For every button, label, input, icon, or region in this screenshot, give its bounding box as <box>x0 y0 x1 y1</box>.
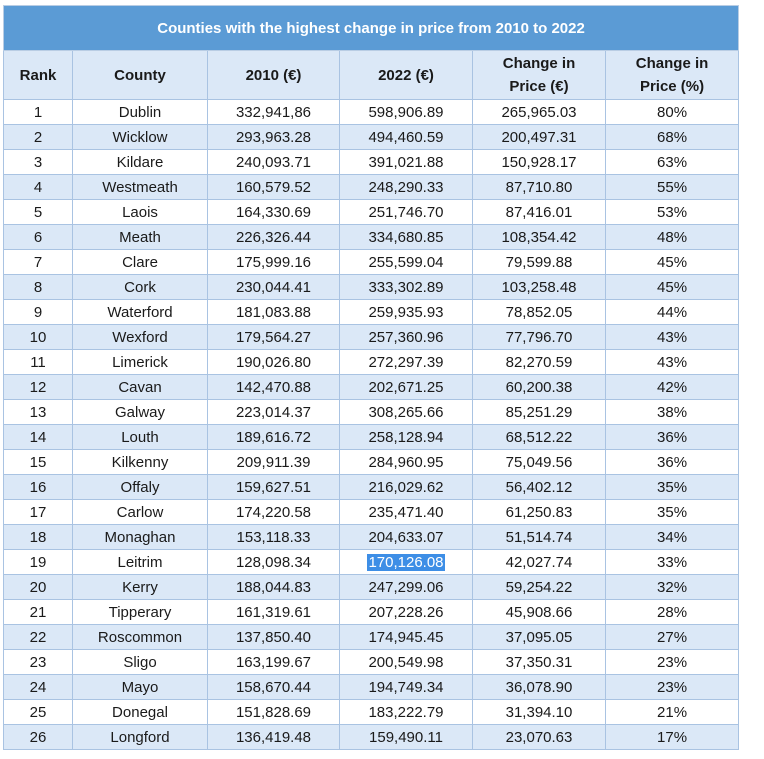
rank-cell[interactable]: 10 <box>4 325 73 350</box>
table-row <box>4 450 739 475</box>
change-eur-cell[interactable]: 77,796.70 <box>473 325 606 350</box>
price-2010-cell[interactable]: 174,220.58 <box>208 500 340 525</box>
price-2022-cell[interactable]: 308,265.66 <box>340 400 473 425</box>
county-header: County <box>73 51 208 100</box>
county-cell[interactable]: Tipperary <box>73 600 208 625</box>
price-2022-cell[interactable]: 194,749.34 <box>340 675 473 700</box>
rank-cell[interactable]: 20 <box>4 575 73 600</box>
table-row <box>4 200 739 225</box>
change-eur-cell[interactable]: 87,710.80 <box>473 175 606 200</box>
change-eur-cell[interactable]: 85,251.29 <box>473 400 606 425</box>
price-2022-cell[interactable]: 257,360.96 <box>340 325 473 350</box>
change-pct-cell[interactable]: 27% <box>606 625 739 650</box>
table-row <box>4 650 739 675</box>
price-2010-cell[interactable]: 188,044.83 <box>208 575 340 600</box>
price-2022-cell[interactable]: 248,290.33 <box>340 175 473 200</box>
county-cell[interactable]: Donegal <box>73 700 208 725</box>
table-row <box>4 700 739 725</box>
price-2022-cell[interactable]: 391,021.88 <box>340 150 473 175</box>
price-2010-cell[interactable]: 136,419.48 <box>208 725 340 750</box>
price-2010-cell[interactable]: 332,941,86 <box>208 100 340 125</box>
price-2010-cell[interactable]: 209,911.39 <box>208 450 340 475</box>
price-2022-cell[interactable]: 259,935.93 <box>340 300 473 325</box>
change-pct-cell[interactable]: 35% <box>606 475 739 500</box>
price-2010-cell[interactable]: 142,470.88 <box>208 375 340 400</box>
change-eur-cell[interactable]: 78,852.05 <box>473 300 606 325</box>
change-pct-cell[interactable]: 45% <box>606 275 739 300</box>
county-cell[interactable]: Westmeath <box>73 175 208 200</box>
county-cell[interactable]: Louth <box>73 425 208 450</box>
change-pct-cell[interactable]: 68% <box>606 125 739 150</box>
change-pct-cell[interactable]: 42% <box>606 375 739 400</box>
price-2010-cell[interactable]: 159,627.51 <box>208 475 340 500</box>
selected-text[interactable]: 170,126.08 <box>368 553 444 571</box>
rank-cell[interactable]: 4 <box>4 175 73 200</box>
table-row <box>4 600 739 625</box>
rank-cell[interactable]: 6 <box>4 225 73 250</box>
county-cell[interactable]: Cavan <box>73 375 208 400</box>
table-row <box>4 225 739 250</box>
rank-cell[interactable]: 25 <box>4 700 73 725</box>
rank-cell[interactable]: 5 <box>4 200 73 225</box>
rank-cell[interactable]: 26 <box>4 725 73 750</box>
change-pct-header <box>606 51 739 100</box>
change-eur-cell[interactable]: 51,514.74 <box>473 525 606 550</box>
rank-cell[interactable]: 11 <box>4 350 73 375</box>
price-2022-cell[interactable]: 333,302.89 <box>340 275 473 300</box>
header-line: Price (€) <box>509 78 569 95</box>
change-eur-cell[interactable]: 265,965.03 <box>473 100 606 125</box>
header-row <box>4 51 739 100</box>
price-2022-cell[interactable] <box>340 550 473 575</box>
change-eur-cell[interactable]: 59,254.22 <box>473 575 606 600</box>
table-row <box>4 375 739 400</box>
price-2022-cell[interactable]: 207,228.26 <box>340 600 473 625</box>
county-cell[interactable]: Waterford <box>73 300 208 325</box>
table-row <box>4 625 739 650</box>
county-cell[interactable]: Meath <box>73 225 208 250</box>
table-row <box>4 525 739 550</box>
rank-cell[interactable]: 7 <box>4 250 73 275</box>
price-2022-cell[interactable]: 247,299.06 <box>340 575 473 600</box>
table-row <box>4 350 739 375</box>
rank-cell[interactable]: 14 <box>4 425 73 450</box>
price-2010-cell[interactable]: 190,026.80 <box>208 350 340 375</box>
rank-cell[interactable]: 9 <box>4 300 73 325</box>
change-pct-cell[interactable]: 32% <box>606 575 739 600</box>
county-cell[interactable]: Clare <box>73 250 208 275</box>
county-price-table <box>3 5 739 750</box>
change-eur-cell[interactable]: 42,027.74 <box>473 550 606 575</box>
rank-cell[interactable]: 16 <box>4 475 73 500</box>
price-2022-cell[interactable]: 202,671.25 <box>340 375 473 400</box>
change-pct-cell[interactable]: 80% <box>606 100 739 125</box>
change-pct-cell[interactable]: 55% <box>606 175 739 200</box>
county-cell[interactable]: Laois <box>73 200 208 225</box>
county-cell[interactable]: Offaly <box>73 475 208 500</box>
table-row <box>4 725 739 750</box>
county-cell[interactable]: Kerry <box>73 575 208 600</box>
rank-header: Rank <box>4 51 73 100</box>
change-pct-cell[interactable]: 53% <box>606 200 739 225</box>
change-eur-cell[interactable]: 23,070.63 <box>473 725 606 750</box>
table-title: Counties with the highest change in price from 2010 to 2022 <box>4 6 739 51</box>
county-cell[interactable]: Longford <box>73 725 208 750</box>
change-pct-cell[interactable]: 35% <box>606 500 739 525</box>
price-2010-cell[interactable]: 137,850.40 <box>208 625 340 650</box>
title-row <box>4 6 739 51</box>
table-body <box>4 100 739 750</box>
table-container <box>3 5 738 750</box>
price-2022-cell[interactable]: 183,222.79 <box>340 700 473 725</box>
change-pct-cell[interactable]: 44% <box>606 300 739 325</box>
rank-cell[interactable]: 18 <box>4 525 73 550</box>
rank-cell[interactable]: 8 <box>4 275 73 300</box>
change-eur-cell[interactable]: 108,354.42 <box>473 225 606 250</box>
table-row <box>4 275 739 300</box>
rank-cell[interactable]: 22 <box>4 625 73 650</box>
county-cell[interactable]: Leitrim <box>73 550 208 575</box>
price-2022-cell[interactable]: 204,633.07 <box>340 525 473 550</box>
price-2022-header: 2022 (€) <box>340 51 473 100</box>
change-pct-cell[interactable]: 23% <box>606 650 739 675</box>
price-2010-cell[interactable]: 128,098.34 <box>208 550 340 575</box>
price-2022-cell[interactable]: 255,599.04 <box>340 250 473 275</box>
price-2022-cell[interactable]: 251,746.70 <box>340 200 473 225</box>
price-2010-cell[interactable]: 240,093.71 <box>208 150 340 175</box>
change-pct-cell[interactable]: 36% <box>606 425 739 450</box>
table-row <box>4 500 739 525</box>
change-pct-cell[interactable]: 21% <box>606 700 739 725</box>
table-row <box>4 125 739 150</box>
table-row <box>4 425 739 450</box>
change-eur-cell[interactable]: 45,908.66 <box>473 600 606 625</box>
change-eur-cell[interactable]: 87,416.01 <box>473 200 606 225</box>
price-2022-cell[interactable]: 159,490.11 <box>340 725 473 750</box>
price-2010-cell[interactable]: 189,616.72 <box>208 425 340 450</box>
table-row <box>4 250 739 275</box>
price-2010-cell[interactable]: 164,330.69 <box>208 200 340 225</box>
change-pct-cell[interactable]: 36% <box>606 450 739 475</box>
price-2010-cell[interactable]: 226,326.44 <box>208 225 340 250</box>
rank-cell[interactable]: 23 <box>4 650 73 675</box>
change-pct-cell[interactable]: 63% <box>606 150 739 175</box>
price-2010-cell[interactable]: 160,579.52 <box>208 175 340 200</box>
change-pct-cell[interactable]: 28% <box>606 600 739 625</box>
county-cell[interactable]: Cork <box>73 275 208 300</box>
county-cell[interactable]: Sligo <box>73 650 208 675</box>
price-2010-cell[interactable]: 153,118.33 <box>208 525 340 550</box>
county-cell[interactable]: Mayo <box>73 675 208 700</box>
change-eur-cell[interactable]: 36,078.90 <box>473 675 606 700</box>
header-line: Change in <box>635 55 709 72</box>
change-eur-cell[interactable]: 103,258.48 <box>473 275 606 300</box>
rank-cell[interactable]: 1 <box>4 100 73 125</box>
rank-cell[interactable]: 13 <box>4 400 73 425</box>
change-eur-cell[interactable]: 82,270.59 <box>473 350 606 375</box>
price-2022-cell[interactable]: 284,960.95 <box>340 450 473 475</box>
rank-cell[interactable]: 24 <box>4 675 73 700</box>
price-2010-cell[interactable]: 158,670.44 <box>208 675 340 700</box>
price-2010-cell[interactable]: 151,828.69 <box>208 700 340 725</box>
change-pct-cell[interactable]: 34% <box>606 525 739 550</box>
county-cell[interactable]: Wicklow <box>73 125 208 150</box>
change-eur-cell[interactable]: 31,394.10 <box>473 700 606 725</box>
county-cell[interactable]: Galway <box>73 400 208 425</box>
county-cell[interactable]: Roscommon <box>73 625 208 650</box>
change-pct-cell[interactable]: 43% <box>606 350 739 375</box>
rank-cell[interactable]: 17 <box>4 500 73 525</box>
rank-cell[interactable]: 21 <box>4 600 73 625</box>
price-2010-cell[interactable]: 179,564.27 <box>208 325 340 350</box>
county-cell[interactable]: Kildare <box>73 150 208 175</box>
county-cell[interactable]: Monaghan <box>73 525 208 550</box>
price-2022-cell[interactable]: 494,460.59 <box>340 125 473 150</box>
price-2022-cell[interactable]: 235,471.40 <box>340 500 473 525</box>
change-pct-cell[interactable]: 45% <box>606 250 739 275</box>
change-eur-cell[interactable]: 150,928.17 <box>473 150 606 175</box>
rank-cell[interactable]: 12 <box>4 375 73 400</box>
change-eur-cell[interactable]: 200,497.31 <box>473 125 606 150</box>
header-line: Change in <box>502 55 576 72</box>
change-eur-cell[interactable]: 79,599.88 <box>473 250 606 275</box>
table-row <box>4 575 739 600</box>
change-eur-cell[interactable]: 68,512.22 <box>473 425 606 450</box>
price-2022-cell[interactable]: 258,128.94 <box>340 425 473 450</box>
table-row <box>4 175 739 200</box>
change-eur-cell[interactable]: 37,350.31 <box>473 650 606 675</box>
rank-cell[interactable]: 3 <box>4 150 73 175</box>
table-row <box>4 325 739 350</box>
header-line: Price (%) <box>639 78 705 95</box>
rank-cell[interactable]: 19 <box>4 550 73 575</box>
table-row <box>4 675 739 700</box>
price-2022-cell[interactable]: 598,906.89 <box>340 100 473 125</box>
change-pct-cell[interactable]: 48% <box>606 225 739 250</box>
change-eur-cell[interactable]: 37,095.05 <box>473 625 606 650</box>
price-2010-cell[interactable]: 161,319.61 <box>208 600 340 625</box>
table-row <box>4 475 739 500</box>
price-2010-cell[interactable]: 163,199.67 <box>208 650 340 675</box>
county-cell[interactable]: Carlow <box>73 500 208 525</box>
price-2010-cell[interactable]: 230,044.41 <box>208 275 340 300</box>
rank-cell[interactable]: 2 <box>4 125 73 150</box>
change-pct-cell[interactable]: 33% <box>606 550 739 575</box>
county-cell[interactable]: Wexford <box>73 325 208 350</box>
change-eur-header <box>473 51 606 100</box>
rank-cell[interactable]: 15 <box>4 450 73 475</box>
change-pct-cell[interactable]: 17% <box>606 725 739 750</box>
price-2010-header: 2010 (€) <box>208 51 340 100</box>
county-cell[interactable]: Dublin <box>73 100 208 125</box>
price-2022-cell[interactable]: 216,029.62 <box>340 475 473 500</box>
table-row <box>4 550 739 575</box>
county-cell[interactable]: Limerick <box>73 350 208 375</box>
change-eur-cell[interactable]: 60,200.38 <box>473 375 606 400</box>
county-cell[interactable]: Kilkenny <box>73 450 208 475</box>
price-2010-cell[interactable]: 223,014.37 <box>208 400 340 425</box>
price-2010-cell[interactable]: 175,999.16 <box>208 250 340 275</box>
change-eur-cell[interactable]: 75,049.56 <box>473 450 606 475</box>
price-2022-cell[interactable]: 272,297.39 <box>340 350 473 375</box>
price-2010-cell[interactable]: 293,963.28 <box>208 125 340 150</box>
price-2022-cell[interactable]: 334,680.85 <box>340 225 473 250</box>
change-pct-cell[interactable]: 23% <box>606 675 739 700</box>
price-2022-cell[interactable]: 200,549.98 <box>340 650 473 675</box>
change-eur-cell[interactable]: 56,402.12 <box>473 475 606 500</box>
change-eur-cell[interactable]: 61,250.83 <box>473 500 606 525</box>
table-row <box>4 300 739 325</box>
table-row <box>4 150 739 175</box>
table-row <box>4 100 739 125</box>
price-2022-cell[interactable]: 174,945.45 <box>340 625 473 650</box>
table-row <box>4 400 739 425</box>
change-pct-cell[interactable]: 38% <box>606 400 739 425</box>
change-pct-cell[interactable]: 43% <box>606 325 739 350</box>
price-2010-cell[interactable]: 181,083.88 <box>208 300 340 325</box>
